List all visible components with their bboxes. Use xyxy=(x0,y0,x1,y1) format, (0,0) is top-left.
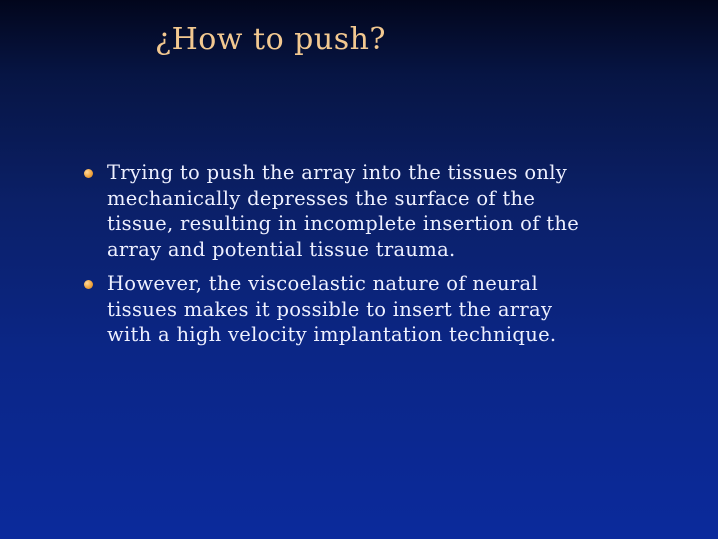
bullet-item xyxy=(80,271,590,348)
bullet-dot-icon xyxy=(84,169,93,178)
slide-title: ¿How to push? xyxy=(155,22,387,57)
bullet-dot-icon xyxy=(84,280,93,289)
bullet-list xyxy=(80,160,590,357)
bullet-item xyxy=(80,160,590,262)
bullet-text: Trying to push the array into the tissues only mechanically depresses the surface of the tissue, resulting in incomplete insertion of the array and potential tissue trauma. xyxy=(107,161,580,261)
bullet-text: However, the viscoelastic nature of neural tissues makes it possible to insert the array with a high velocity implantation technique. xyxy=(107,272,557,346)
